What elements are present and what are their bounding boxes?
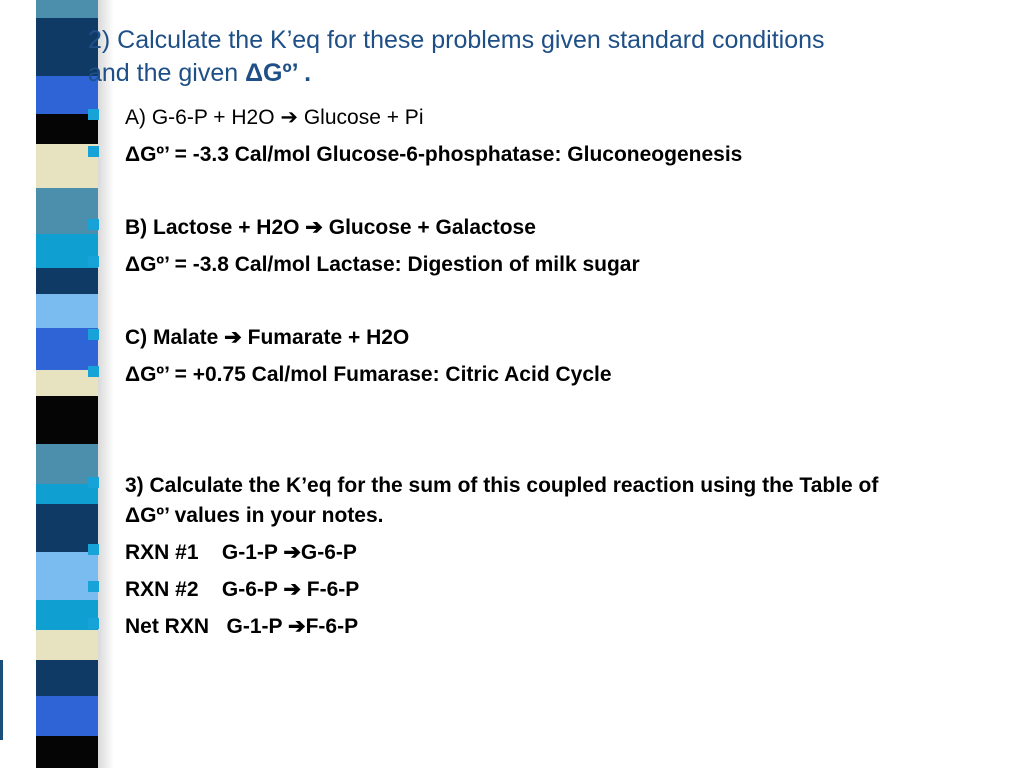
stripe-segment bbox=[36, 396, 98, 444]
square-bullet-icon bbox=[88, 581, 99, 592]
slide-title-line-1: 2) Calculate the K’eq for these problems given standard conditions bbox=[88, 26, 825, 54]
stripe-segment bbox=[36, 0, 98, 18]
bullet-item-delta-g-a bbox=[88, 140, 968, 170]
bullet-text: ΔGº’ = -3.3 Cal/mol Glucose-6-phosphatase: Gluconeogenesis bbox=[125, 143, 743, 166]
bullet-item-rxn-2 bbox=[88, 575, 968, 605]
bullet-text: A) G-6-P + H2O ➔ Glucose + Pi bbox=[125, 106, 424, 129]
bullet-text: C) Malate ➔ Fumarate + H2O bbox=[125, 326, 410, 349]
left-edge-accent-line bbox=[0, 660, 3, 740]
square-bullet-icon bbox=[88, 329, 99, 340]
square-bullet-icon bbox=[88, 366, 99, 377]
bullet-item-delta-g-c bbox=[88, 360, 968, 390]
square-bullet-icon bbox=[88, 146, 99, 157]
bullet-item-b bbox=[88, 213, 968, 243]
slide-title-delta-g: ΔGº’ . bbox=[245, 59, 312, 87]
square-bullet-icon bbox=[88, 544, 99, 555]
bullet-item-question-3 bbox=[88, 471, 968, 531]
stripe-segment bbox=[36, 696, 98, 736]
bullet-text: RXN #1 G-1-P ➔G-6-P bbox=[125, 541, 357, 564]
bullet-text: ΔGº’ = -3.8 Cal/mol Lactase: Digestion of milk sugar bbox=[125, 253, 640, 276]
square-bullet-icon bbox=[88, 256, 99, 267]
bullet-item-a bbox=[88, 103, 968, 133]
slide-title-line-2-prefix: and the given bbox=[88, 59, 246, 87]
square-bullet-icon bbox=[88, 109, 99, 120]
stripe-segment bbox=[36, 660, 98, 696]
square-bullet-icon bbox=[88, 219, 99, 230]
bullet-text: B) Lactose + H2O ➔ Glucose + Galactose bbox=[125, 216, 536, 239]
bullet-text: 3) Calculate the K’eq for the sum of this coupled reaction using the Table of ΔGº’ values in your notes. bbox=[125, 474, 879, 527]
bullet-item-net-rxn bbox=[88, 612, 968, 642]
bullet-text: ΔGº’ = +0.75 Cal/mol Fumarase: Citric Acid Cycle bbox=[125, 363, 612, 386]
bullet-item-delta-g-b bbox=[88, 250, 968, 280]
bullet-text: RXN #2 G-6-P ➔ F-6-P bbox=[125, 578, 360, 601]
slide-title-line-2 bbox=[88, 57, 968, 90]
bullet-text: Net RXN G-1-P ➔F-6-P bbox=[125, 615, 359, 638]
bullet-item-c bbox=[88, 323, 968, 353]
stripe-segment bbox=[36, 736, 98, 768]
bullet-item-rxn-1 bbox=[88, 538, 968, 568]
slide-title bbox=[88, 24, 968, 90]
square-bullet-icon bbox=[88, 477, 99, 488]
square-bullet-icon bbox=[88, 618, 99, 629]
